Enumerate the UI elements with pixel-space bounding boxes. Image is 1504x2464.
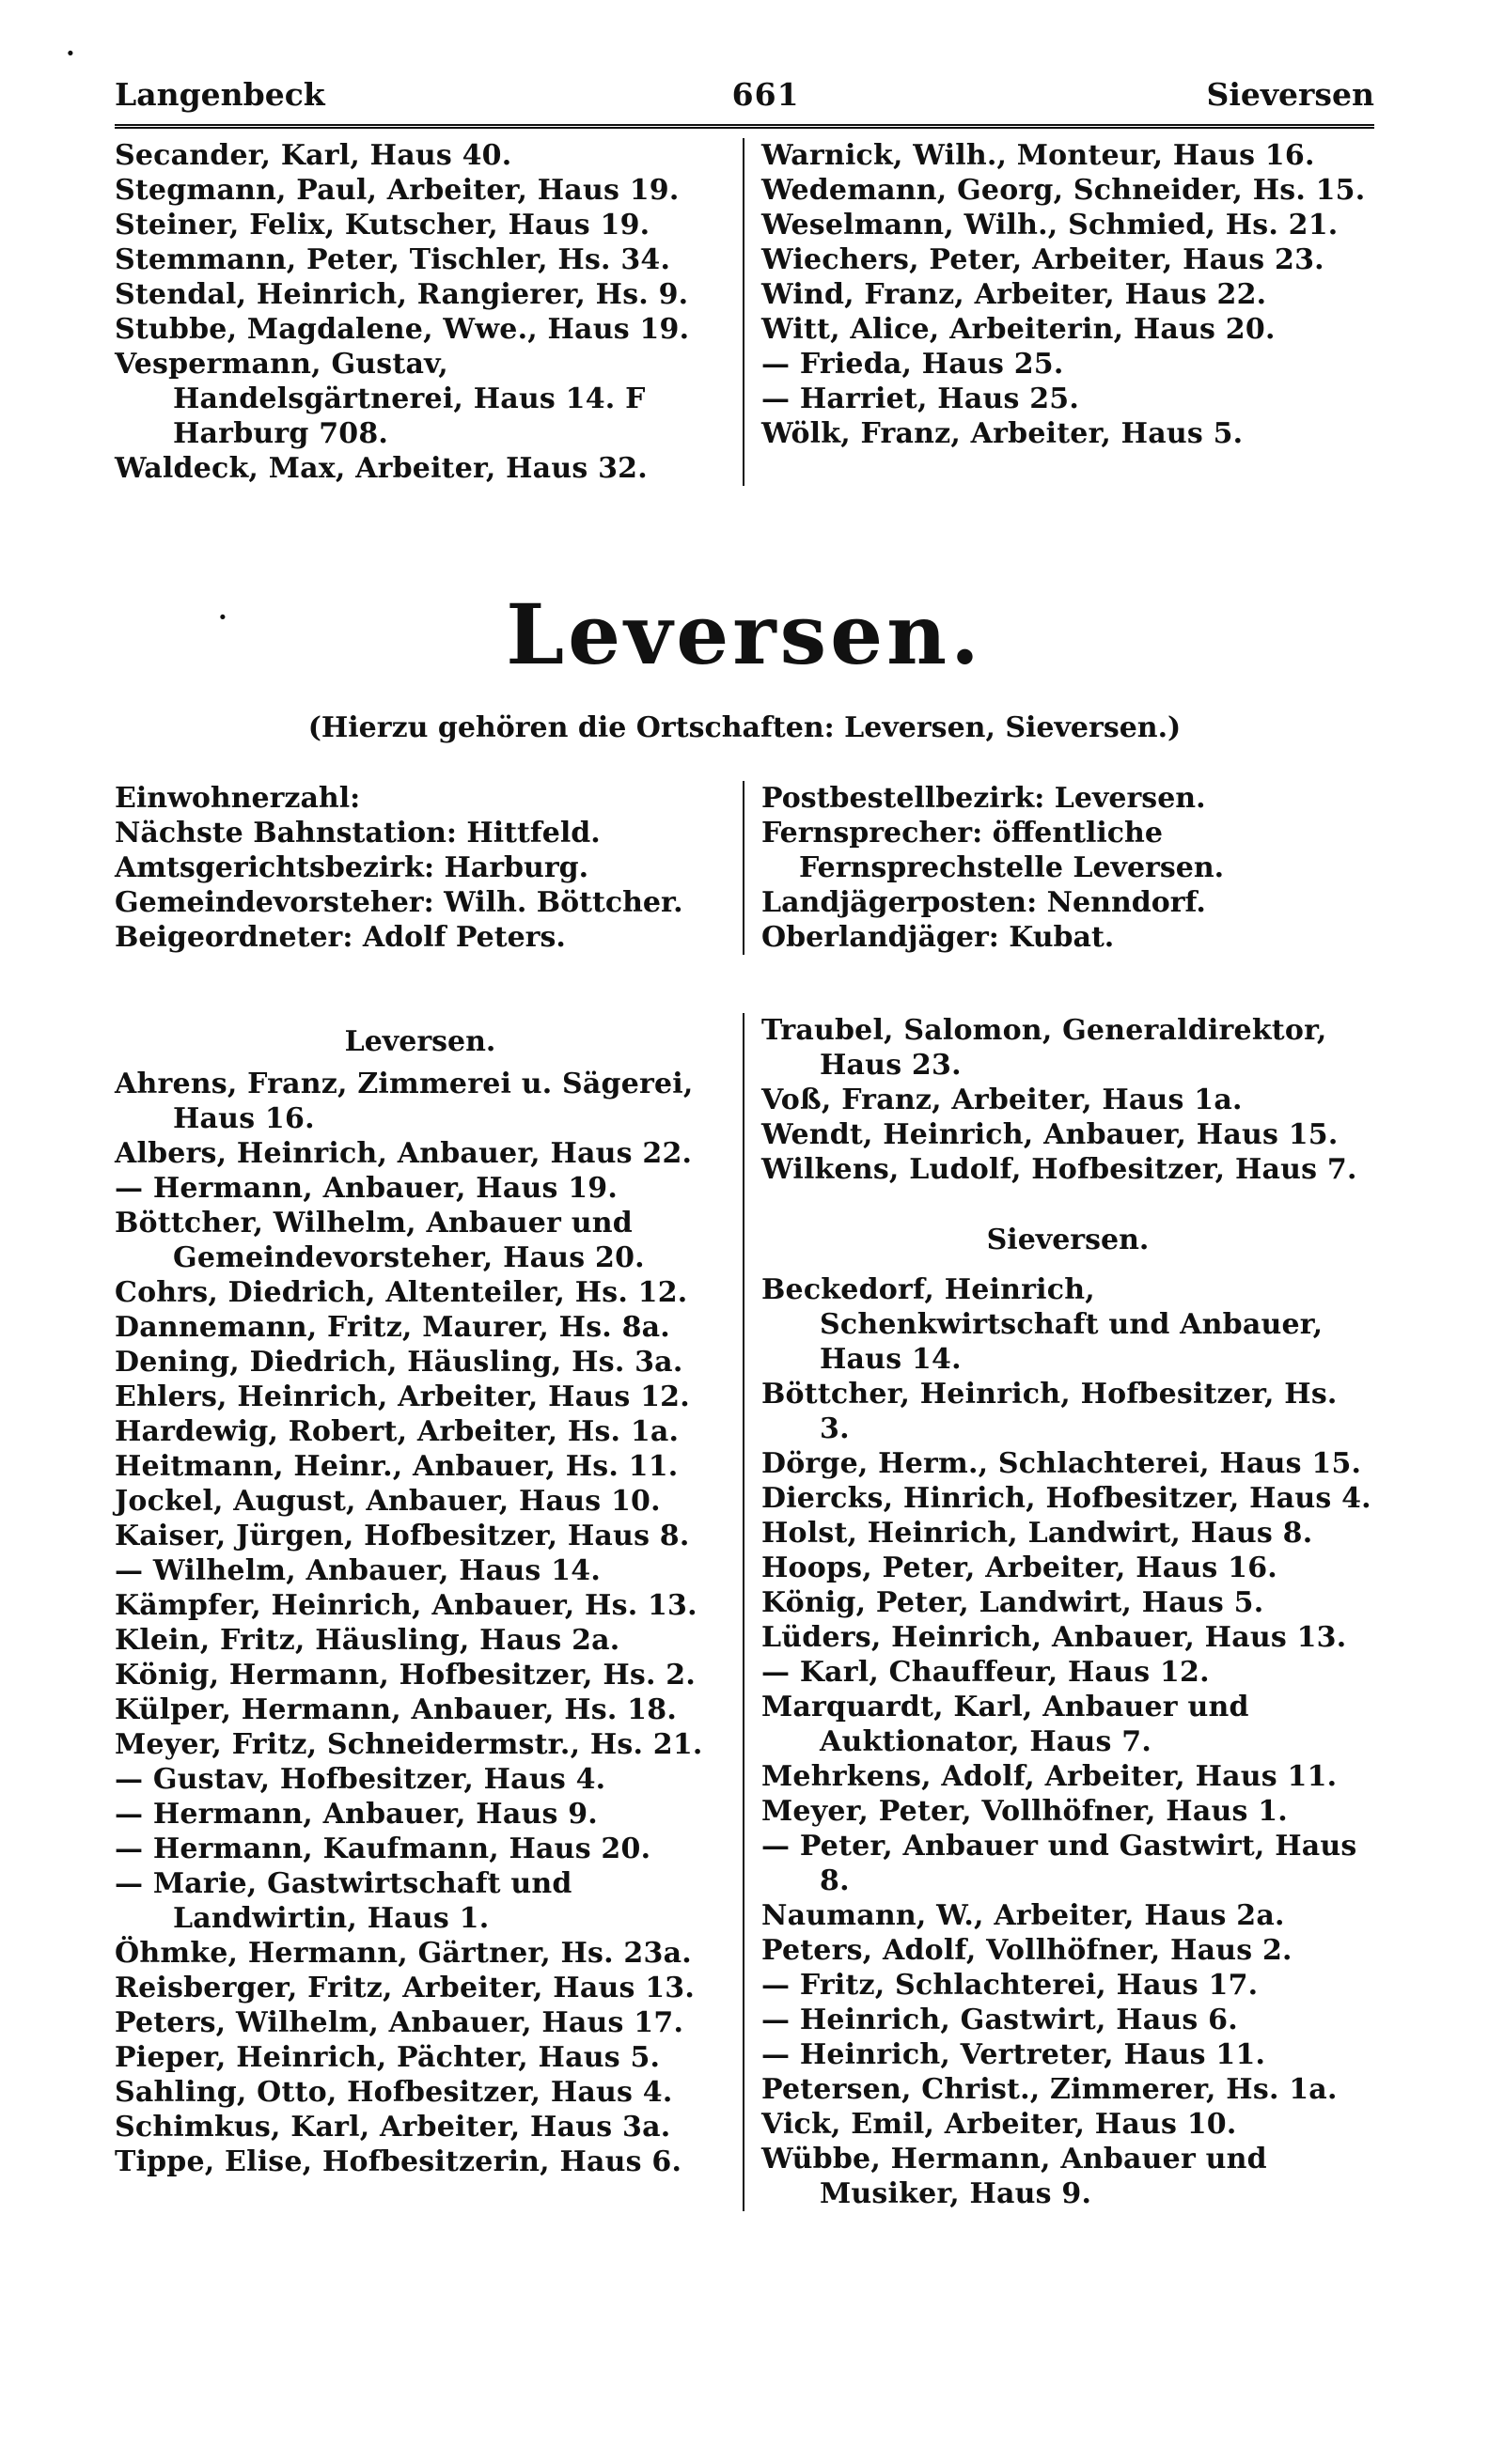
running-header: [115, 75, 1374, 129]
directory-entry: Peters, Adolf, Vollhöfner, Haus 2.: [761, 1934, 1292, 1967]
directory-entry: Marquardt, Karl, Anbauer und Auktionator, Haus 7.: [761, 1691, 1249, 1758]
directory-entry: — Hermann, Kaufmann, Haus 20.: [115, 1832, 651, 1865]
info-line: Landjägerposten: Nenndorf.: [761, 886, 1206, 919]
directory-entry: Voß, Franz, Arbeiter, Haus 1a.: [761, 1084, 1243, 1116]
directory-entry: Dening, Diedrich, Häusling, Hs. 3a.: [115, 1346, 683, 1379]
directory-entry: — Peter, Anbauer und Gastwirt, Haus 8.: [761, 1830, 1357, 1897]
directory-entry: — Frieda, Haus 25.: [761, 348, 1064, 381]
page: [115, 75, 1374, 2211]
directory-entry: Mehrkens, Adolf, Arbeiter, Haus 11.: [761, 1760, 1338, 1793]
directory-entry: Cohrs, Diedrich, Altenteiler, Hs. 12.: [115, 1276, 688, 1309]
info-line: Fernsprecher: öffentliche Fernsprechstelle Leversen.: [761, 817, 1225, 884]
directory-entry: Peters, Wilhelm, Anbauer, Haus 17.: [115, 2006, 684, 2039]
directory-entry: Böttcher, Wilhelm, Anbauer und Gemeindevorsteher, Haus 20.: [115, 1207, 645, 1274]
directory-entry: Jockel, August, Anbauer, Haus 10.: [115, 1485, 661, 1518]
directory-entry: — Wilhelm, Anbauer, Haus 14.: [115, 1554, 601, 1587]
directory-entry: Öhmke, Hermann, Gärtner, Hs. 23a.: [115, 1937, 692, 1970]
directory-entry: — Heinrich, Gastwirt, Haus 6.: [761, 2004, 1238, 2036]
directory-entry: Sahling, Otto, Hofbesitzer, Haus 4.: [115, 2076, 673, 2109]
directory-entry: Ehlers, Heinrich, Arbeiter, Haus 12.: [115, 1380, 690, 1413]
info-line: Amtsgerichtsbezirk: Harburg.: [115, 851, 589, 884]
town-subtitle: (Hierzu gehören die Ortschaften: Leversen, Sieversen.): [307, 711, 1182, 744]
directory-entry: Steiner, Felix, Kutscher, Haus 19.: [115, 209, 650, 242]
directory-entry: — Hermann, Anbauer, Haus 19.: [115, 1172, 619, 1205]
info-right-column: [744, 781, 1374, 955]
directory-entry: Böttcher, Heinrich, Hofbesitzer, Hs. 3.: [761, 1378, 1338, 1445]
info-line: Oberlandjäger: Kubat.: [761, 921, 1115, 954]
resident-lists: [115, 1013, 1374, 2211]
directory-entry: Wind, Franz, Arbeiter, Haus 22.: [761, 278, 1267, 311]
directory-entry: Stemmann, Peter, Tischler, Hs. 34.: [115, 243, 671, 276]
directory-entry: — Hermann, Anbauer, Haus 9.: [115, 1798, 598, 1831]
top-directory: [115, 138, 1374, 486]
info-line: Postbestellbezirk: Leversen.: [761, 782, 1206, 815]
directory-entry: Naumann, W., Arbeiter, Haus 2a.: [761, 1899, 1285, 1932]
directory-entry: Albers, Heinrich, Anbauer, Haus 22.: [115, 1137, 693, 1170]
directory-entry: Waldeck, Max, Arbeiter, Haus 32.: [115, 452, 648, 485]
directory-entry: Kämpfer, Heinrich, Anbauer, Hs. 13.: [115, 1589, 697, 1622]
directory-entry: Dörge, Herm., Schlachterei, Haus 15.: [761, 1447, 1362, 1480]
page-number: 661: [731, 76, 800, 113]
info-line: Nächste Bahnstation: Hittfeld.: [115, 817, 601, 850]
directory-entry: Hoops, Peter, Arbeiter, Haus 16.: [761, 1552, 1277, 1584]
directory-entry: Ahrens, Franz, Zimmerei u. Sägerei, Haus 16.: [115, 1068, 694, 1135]
town-info: [115, 781, 1374, 955]
directory-entry: Vick, Emil, Arbeiter, Haus 10.: [761, 2108, 1237, 2141]
directory-entry: Wübbe, Hermann, Anbauer und Musiker, Haus 9.: [761, 2143, 1267, 2210]
top-left-column: [115, 138, 744, 486]
directory-entry: Klein, Fritz, Häusling, Haus 2a.: [115, 1624, 620, 1657]
directory-entry: Petersen, Christ., Zimmerer, Hs. 1a.: [761, 2073, 1338, 2106]
directory-entry: — Karl, Chauffeur, Haus 12.: [761, 1656, 1210, 1689]
directory-entry: Warnick, Wilh., Monteur, Haus 16.: [761, 139, 1315, 172]
directory-entry: Stendal, Heinrich, Rangierer, Hs. 9.: [115, 278, 689, 311]
section-heading-leversen: Leversen.: [344, 1025, 496, 1058]
directory-entry: Secander, Karl, Haus 40.: [115, 139, 512, 172]
directory-entry: Reisberger, Fritz, Arbeiter, Haus 13.: [115, 1972, 696, 2004]
header-right: Sieversen: [1206, 76, 1374, 113]
directory-entry: Stegmann, Paul, Arbeiter, Haus 19.: [115, 174, 680, 207]
directory-entry: — Heinrich, Vertreter, Haus 11.: [761, 2038, 1266, 2071]
directory-entry: Weselmann, Wilh., Schmied, Hs. 21.: [761, 209, 1339, 242]
directory-entry: Dannemann, Fritz, Maurer, Hs. 8a.: [115, 1311, 670, 1344]
ink-dot: ·: [218, 601, 227, 632]
directory-entry: Wölk, Franz, Arbeiter, Haus 5.: [761, 417, 1244, 450]
directory-entry: Vespermann, Gustav, Handelsgärtnerei, Haus 14. F Harburg 708.: [115, 348, 646, 450]
directory-entry: Witt, Alice, Arbeiterin, Haus 20.: [761, 313, 1276, 346]
directory-entry: König, Hermann, Hofbesitzer, Hs. 2.: [115, 1659, 696, 1692]
leversen-left-column: [115, 1013, 744, 2211]
directory-entry: König, Peter, Landwirt, Haus 5.: [761, 1586, 1264, 1619]
ink-dot: ·: [66, 38, 75, 69]
directory-entry: Meyer, Peter, Vollhöfner, Haus 1.: [761, 1795, 1288, 1828]
directory-entry: Lüders, Heinrich, Anbauer, Haus 13.: [761, 1621, 1347, 1654]
info-line: Einwohnerzahl:: [115, 782, 361, 815]
info-left-column: [115, 781, 744, 955]
directory-entry: Wendt, Heinrich, Anbauer, Haus 15.: [761, 1118, 1339, 1151]
leversen-sieversen-right-column: [744, 1013, 1374, 2211]
info-line: Gemeindevorsteher: Wilh. Böttcher.: [115, 886, 683, 919]
info-line: Beigeordneter: Adolf Peters.: [115, 921, 566, 954]
directory-entry: Holst, Heinrich, Landwirt, Haus 8.: [761, 1517, 1313, 1550]
header-left: Langenbeck: [115, 76, 325, 113]
directory-entry: Külper, Hermann, Anbauer, Hs. 18.: [115, 1693, 677, 1726]
directory-entry: Schimkus, Karl, Arbeiter, Haus 3a.: [115, 2111, 671, 2144]
directory-entry: — Harriet, Haus 25.: [761, 382, 1079, 415]
directory-entry: Wedemann, Georg, Schneider, Hs. 15.: [761, 174, 1366, 207]
directory-entry: Tippe, Elise, Hofbesitzerin, Haus 6.: [115, 2145, 682, 2178]
directory-entry: Stubbe, Magdalene, Wwe., Haus 19.: [115, 313, 690, 346]
directory-entry: Heitmann, Heinr., Anbauer, Hs. 11.: [115, 1450, 679, 1483]
directory-entry: Wiechers, Peter, Arbeiter, Haus 23.: [761, 243, 1324, 276]
directory-entry: Wilkens, Ludolf, Hofbesitzer, Haus 7.: [761, 1153, 1357, 1186]
directory-entry: — Marie, Gastwirtschaft und Landwirtin, Haus 1.: [115, 1867, 572, 1935]
directory-entry: — Gustav, Hofbesitzer, Haus 4.: [115, 1763, 606, 1796]
top-right-column: [744, 138, 1374, 486]
directory-entry: Traubel, Salomon, Generaldirektor, Haus 23.: [761, 1014, 1327, 1082]
directory-entry: Diercks, Hinrich, Hofbesitzer, Haus 4.: [761, 1482, 1371, 1515]
directory-entry: Pieper, Heinrich, Pächter, Haus 5.: [115, 2041, 661, 2074]
section-heading-sieversen: Sieversen.: [986, 1224, 1150, 1256]
directory-entry: Meyer, Fritz, Schneidermstr., Hs. 21.: [115, 1728, 703, 1761]
directory-entry: — Fritz, Schlachterei, Haus 17.: [761, 1969, 1259, 2002]
town-title: Leversen.: [506, 585, 983, 683]
directory-entry: Hardewig, Robert, Arbeiter, Hs. 1a.: [115, 1415, 680, 1448]
directory-entry: Kaiser, Jürgen, Hofbesitzer, Haus 8.: [115, 1520, 690, 1552]
directory-entry: Beckedorf, Heinrich, Schenkwirtschaft und Anbauer, Haus 14.: [761, 1273, 1324, 1376]
